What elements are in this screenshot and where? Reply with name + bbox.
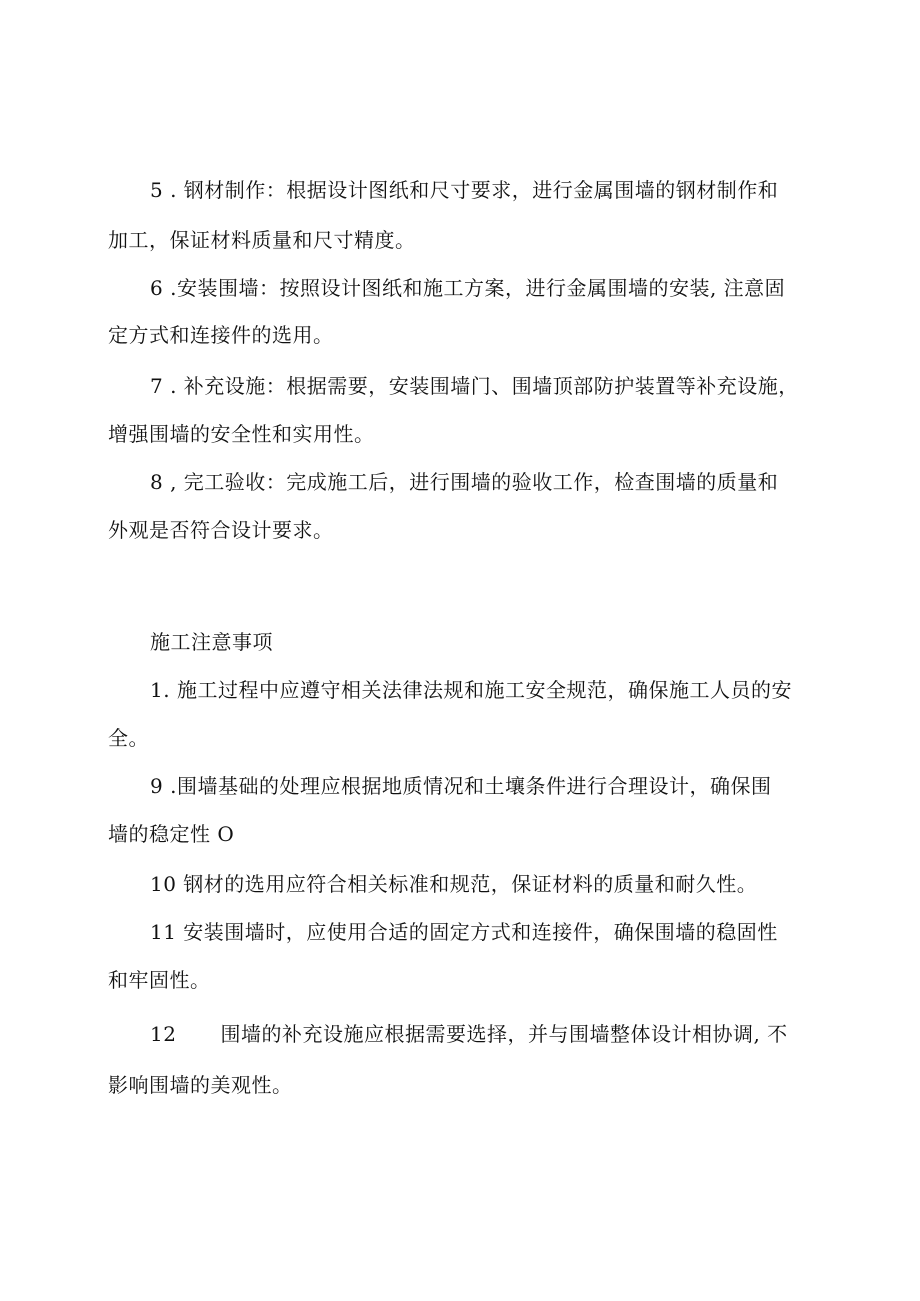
note-11-line-1: 11 安装围墙时，应使用合适的固定方式和连接件，确保围墙的稳固性	[150, 920, 778, 944]
note-10-line-1: 10 钢材的选用应符合相关标准和规范，保证材料的质量和耐久性。	[150, 872, 758, 896]
note-1-line-1: 1. 施工过程中应遵守相关法律法规和施工安全规范，确保施工人员的安	[150, 678, 792, 702]
note-11-line-2: 和牢固性。	[108, 968, 211, 992]
note-9-line-2: 墙的稳定性 O	[108, 822, 235, 846]
note-12-line-1	[150, 1020, 830, 1048]
note-12-text: 围墙的补充设施应根据需要选择，并与围墙整体设计相协调, 不	[220, 1022, 788, 1046]
item-8-line-1: 8 , 完工验收：完成施工后，进行围墙的验收工作，检查围墙的质量和	[150, 470, 779, 494]
item-6-line-1: 6 .安装围墙：按照设计图纸和施工方案，进行金属围墙的安装, 注意固	[150, 276, 786, 300]
note-12-number: 12	[150, 1022, 177, 1046]
section-title: 施工注意事项	[150, 630, 273, 654]
item-8-line-2: 外观是否符合设计要求。	[108, 518, 334, 542]
item-6-line-2: 定方式和连接件的选用。	[108, 323, 334, 347]
item-5-line-2: 加工，保证材料质量和尺寸精度。	[108, 228, 416, 252]
note-12-line-2: 影响围墙的美观性。	[108, 1073, 293, 1097]
note-9-line-1: 9 .围墙基础的处理应根据地质情况和土壤条件进行合理设计，确保围	[150, 774, 772, 798]
item-5-line-1: 5 . 钢材制作：根据设计图纸和尺寸要求，进行金属围墙的钢材制作和	[150, 178, 779, 202]
note-1-line-2: 全。	[108, 726, 149, 750]
item-7-line-1: 7 . 补充设施：根据需要，安装围墙门、围墙顶部防护装置等补充设施，	[150, 374, 799, 398]
item-7-line-2: 增强围墙的安全性和实用性。	[108, 422, 375, 446]
